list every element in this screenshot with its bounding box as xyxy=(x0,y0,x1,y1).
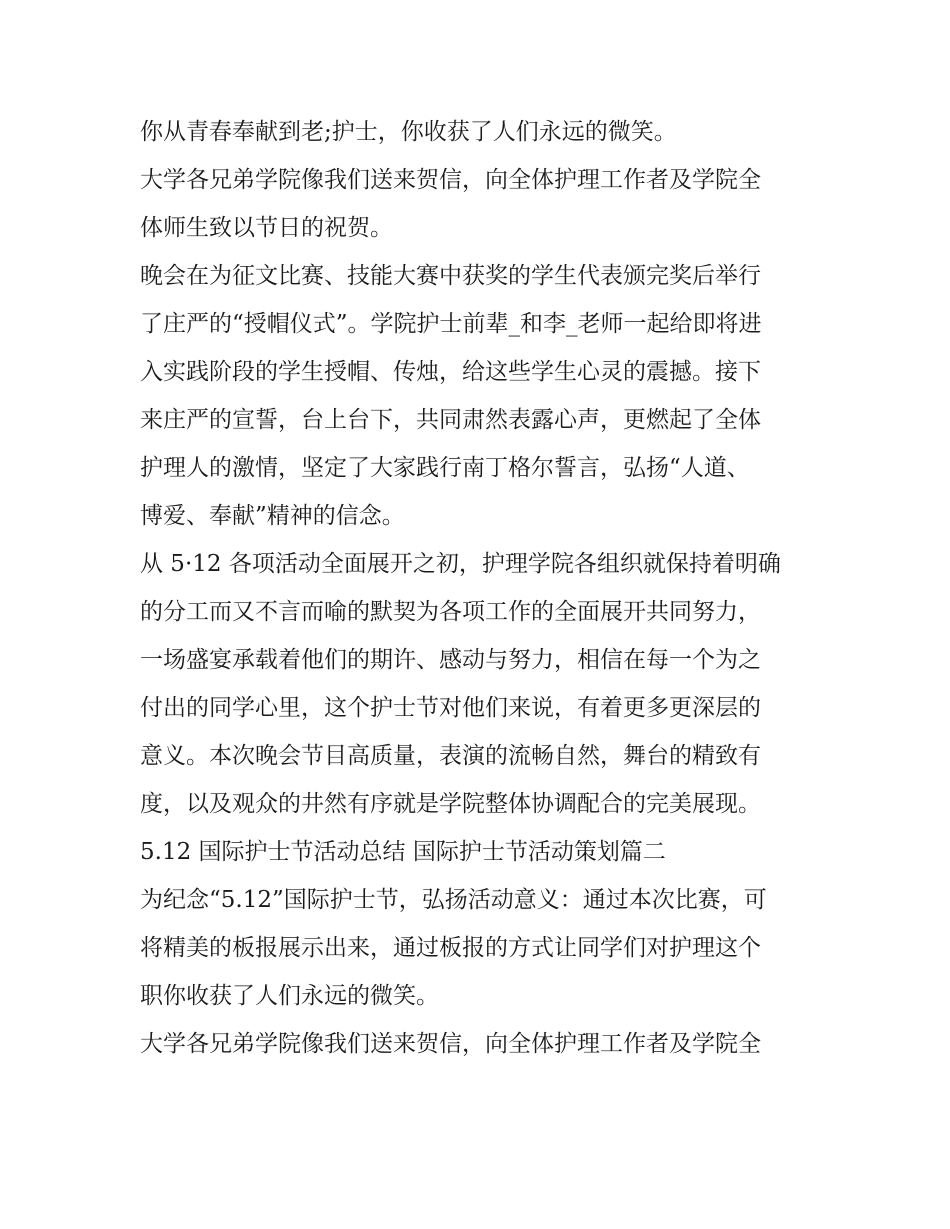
text-line: 大学各兄弟学院像我们送来贺信，向全体护理工作者及学院全 xyxy=(140,167,761,193)
text-line: 付出的同学心里，这个护士节对他们来说，有着更多更深层的 xyxy=(140,695,761,721)
text-line: 一场盛宴承载着他们的期许、感动与努力，相信在每一个为之 xyxy=(140,647,761,673)
text-line: 将精美的板报展示出来，通过板报的方式让同学们对护理这个 xyxy=(140,935,761,961)
text-line: 体师生致以节日的祝贺。 xyxy=(140,215,393,241)
document-body xyxy=(140,108,820,1068)
text-line: 意义。本次晚会节目高质量，表演的流畅自然，舞台的精致有 xyxy=(140,743,761,769)
text-line: 护理人的激情，坚定了大家践行南丁格尔誓言，弘扬“人道、 xyxy=(140,455,750,481)
text-line: 来庄严的宣誓，台上台下，共同肃然表露心声，更燃起了全体 xyxy=(140,407,761,433)
text-line: 职你收获了人们永远的微笑。 xyxy=(140,983,439,1009)
text-line: 你从青春奉献到老;护士，你收获了人们永远的微笑。 xyxy=(140,119,677,145)
text-line: 晚会在为征文比赛、技能大赛中获奖的学生代表颁完奖后举行 xyxy=(140,263,761,289)
section-heading: 5.12 国际护士节活动总结 国际护士节活动策划篇二 xyxy=(140,839,666,865)
text-line: 从 5·12 各项活动全面展开之初，护理学院各组织就保持着明确 xyxy=(140,551,781,577)
text-line: 为纪念“5.12”国际护士节，弘扬活动意义：通过本次比赛，可 xyxy=(140,887,767,913)
text-line: 博爱、奉献”精神的信念。 xyxy=(140,503,405,529)
text-line: 的分工而又不言而喻的默契为各项工作的全面展开共同努力， xyxy=(140,599,761,625)
text-line: 了庄严的“授帽仪式”。学院护士前辈_和李_老师一起给即将进 xyxy=(140,311,762,337)
text-line: 入实践阶段的学生授帽、传烛，给这些学生心灵的震撼。接下 xyxy=(140,359,761,385)
text-line: 大学各兄弟学院像我们送来贺信，向全体护理工作者及学院全 xyxy=(140,1031,761,1057)
text-line: 度，以及观众的井然有序就是学院整体协调配合的完美展现。 xyxy=(140,791,761,817)
